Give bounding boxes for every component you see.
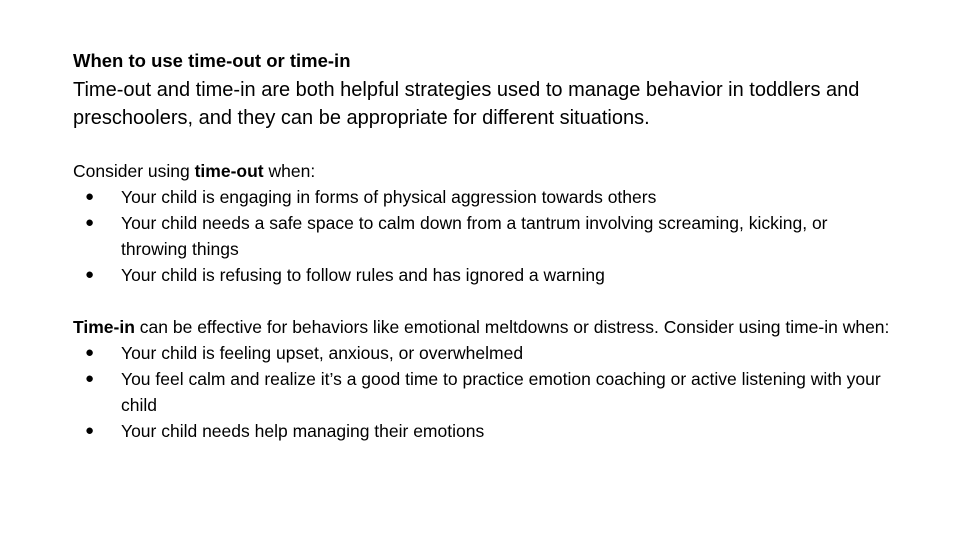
list-item-text: You feel calm and realize it’s a good time to practice emotion coaching or active listening with your child (121, 369, 881, 415)
timein-list (73, 340, 893, 444)
list-item-text: Your child is refusing to follow rules and has ignored a warning (121, 265, 605, 285)
list-item (73, 184, 893, 210)
bullet-icon: ● (85, 370, 95, 387)
list-item-text: Your child is engaging in forms of physical aggression towards others (121, 187, 657, 207)
timein-lead-bold: Time-in (73, 317, 135, 337)
timein-lead-after: can be effective for behaviors like emotional meltdowns or distress. Consider using time-in when: (134, 317, 890, 337)
bullet-icon: ● (85, 214, 95, 231)
list-item (73, 262, 893, 288)
timeout-list (73, 184, 893, 288)
bullet-icon: ● (85, 266, 95, 283)
list-item-text: Your child is feeling upset, anxious, or overwhelmed (121, 343, 524, 363)
timeout-lead-after: when: (263, 161, 316, 181)
list-item (73, 210, 893, 262)
spacer (73, 288, 893, 314)
spacer (73, 132, 893, 158)
list-item-text: Your child needs help managing their emotions (121, 421, 485, 441)
section-heading: When to use time-out or time-in (73, 50, 351, 71)
timeout-lead-bold: time-out (194, 161, 264, 181)
timeout-lead (73, 158, 893, 184)
bullet-icon: ● (85, 344, 95, 361)
slide-content (73, 48, 893, 444)
list-item (73, 366, 893, 418)
bullet-icon: ● (85, 188, 95, 205)
timeout-lead-before: Consider using (73, 161, 195, 181)
intro-paragraph: Time-out and time-in are both helpful strategies used to manage behavior in toddlers and preschoolers, and they can be appropriate for different situations. (73, 79, 860, 129)
list-item-text: Your child needs a safe space to calm down from a tantrum involving screaming, kicking, or throwing things (121, 213, 828, 259)
list-item (73, 340, 893, 366)
bullet-icon: ● (85, 422, 95, 439)
timein-lead (73, 314, 893, 340)
list-item (73, 418, 893, 444)
